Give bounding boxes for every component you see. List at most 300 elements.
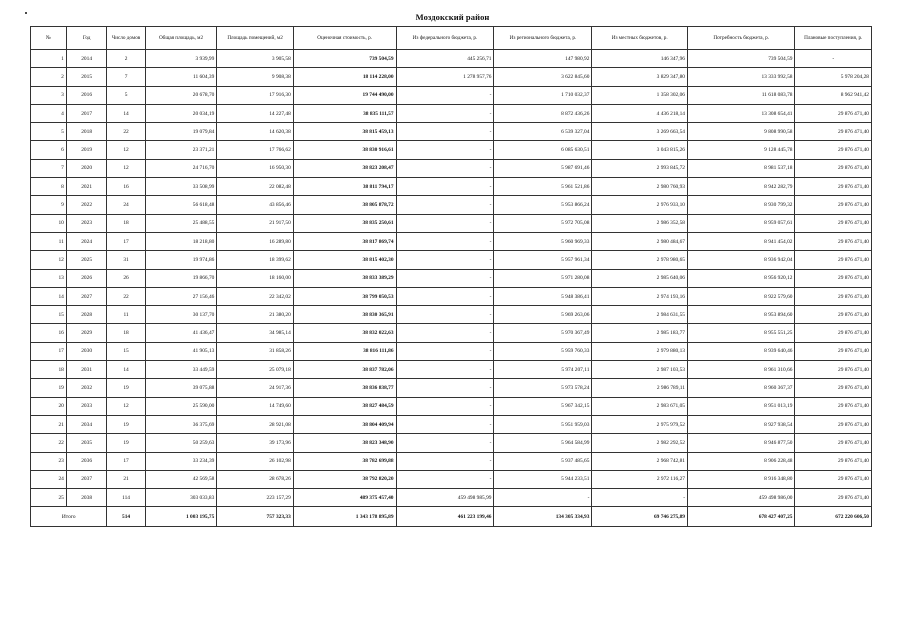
- header-col-total-area: Общая площадь, м2: [145, 27, 217, 50]
- cell-col-estimated-cost: 38 815 402,30: [293, 251, 396, 269]
- header-col-regional-budget: Из регионального бюджета, р.: [494, 27, 592, 50]
- table-row: [31, 452, 872, 470]
- cell-col-federal-budget: -: [396, 86, 494, 104]
- cell-col-regional-budget: 147 980,92: [494, 50, 592, 68]
- cell-col-estimated-cost: 38 835 111,57: [293, 104, 396, 122]
- cell-col-federal-budget: -: [396, 159, 494, 177]
- cell-col-estimated-cost: 38 817 869,74: [293, 232, 396, 250]
- cell-col-houses: 19: [107, 434, 145, 452]
- cell-col-federal-budget: -: [396, 251, 494, 269]
- cell-col-planned-income: 29 876 471,40: [795, 452, 872, 470]
- cell-col-planned-income: 29 876 471,40: [795, 489, 872, 507]
- cell-col-regional-budget: 5 960 969,33: [494, 232, 592, 250]
- cell-col-year: 2025: [66, 251, 107, 269]
- cell-col-total-area: 18 218,80: [145, 232, 217, 250]
- cell-col-total-area: 27 156,46: [145, 287, 217, 305]
- table-row: [31, 196, 872, 214]
- cell-col-premises-area: 22 342,02: [217, 287, 293, 305]
- table-row: [31, 86, 872, 104]
- cell-col-houses: 12: [107, 397, 145, 415]
- cell-col-year: 2033: [66, 397, 107, 415]
- cell-col-local-budget: 4 436 218,14: [592, 104, 688, 122]
- cell-col-local-budget: 2 974 193,16: [592, 287, 688, 305]
- cell-col-total-area: 33 508,99: [145, 178, 217, 196]
- cell-col-houses: 16: [107, 178, 145, 196]
- cell-col-estimated-cost: 18 114 228,00: [293, 68, 396, 86]
- cell-col-total-area: 19 866,70: [145, 269, 217, 287]
- cell-col-premises-area: 24 917,36: [217, 379, 293, 397]
- cell-col-number: 11: [31, 232, 67, 250]
- cell-col-houses: 22: [107, 123, 145, 141]
- cell-col-number: 4: [31, 104, 67, 122]
- cell-col-total-area: 41 436,47: [145, 324, 217, 342]
- cell-col-regional-budget: 8 872 436,26: [494, 104, 592, 122]
- cell-col-planned-income: 29 876 471,40: [795, 251, 872, 269]
- cell-col-planned-income: 5 978 204,28: [795, 68, 872, 86]
- cell-col-local-budget: 2 984 631,55: [592, 306, 688, 324]
- cell-col-local-budget: 2 993 845,72: [592, 159, 688, 177]
- cell-col-planned-income: -: [795, 50, 872, 68]
- cell-col-federal-budget: -: [396, 306, 494, 324]
- cell-col-total-area: 24 716,70: [145, 159, 217, 177]
- cell-col-federal-budget: -: [396, 379, 494, 397]
- cell-col-federal-budget: -: [396, 287, 494, 305]
- cell-col-year: 2019: [66, 141, 107, 159]
- cell-col-local-budget: 2 986 789,11: [592, 379, 688, 397]
- cell-col-houses: 18: [107, 324, 145, 342]
- cell-col-year: 2022: [66, 196, 107, 214]
- cell-col-number: 7: [31, 159, 67, 177]
- cell-col-regional-budget: 5 961 521,86: [494, 178, 592, 196]
- total-col-federal-budget: 461 223 199,46: [396, 507, 494, 527]
- cell-col-regional-budget: 5 951 959,03: [494, 415, 592, 433]
- header-col-year: Год: [66, 27, 107, 50]
- cell-col-federal-budget: -: [396, 397, 494, 415]
- cell-col-year: 2037: [66, 470, 107, 488]
- cell-col-estimated-cost: 489 375 457,40: [293, 489, 396, 507]
- cell-col-number: 17: [31, 342, 67, 360]
- cell-col-houses: 14: [107, 361, 145, 379]
- cell-col-number: 6: [31, 141, 67, 159]
- cell-col-planned-income: 29 876 471,40: [795, 342, 872, 360]
- header-col-local-budget: Из местных бюджетов, р.: [592, 27, 688, 50]
- table-row: [31, 287, 872, 305]
- cell-col-budget-need: 8 930 799,32: [687, 196, 795, 214]
- table-body: [31, 50, 872, 527]
- cell-col-year: 2026: [66, 269, 107, 287]
- page-title: Моздокский район: [415, 12, 490, 22]
- cell-col-number: 3: [31, 86, 67, 104]
- cell-col-number: 23: [31, 452, 67, 470]
- cell-col-regional-budget: 5 970 367,49: [494, 324, 592, 342]
- cell-col-premises-area: 14 749,60: [217, 397, 293, 415]
- cell-col-estimated-cost: 38 782 699,88: [293, 452, 396, 470]
- cell-col-houses: 18: [107, 214, 145, 232]
- cell-col-estimated-cost: 38 804 409,94: [293, 415, 396, 433]
- cell-col-planned-income: 29 876 471,40: [795, 379, 872, 397]
- cell-col-premises-area: 3 905,58: [217, 50, 293, 68]
- cell-col-planned-income: 29 876 471,40: [795, 324, 872, 342]
- cell-col-local-budget: 2 985 183,77: [592, 324, 688, 342]
- cell-col-number: 20: [31, 397, 67, 415]
- cell-col-estimated-cost: 739 504,59: [293, 50, 396, 68]
- cell-col-total-area: 33 234,39: [145, 452, 217, 470]
- cell-col-planned-income: 29 876 471,40: [795, 104, 872, 122]
- table-row: [31, 361, 872, 379]
- cell-col-estimated-cost: 38 827 484,59: [293, 397, 396, 415]
- cell-col-total-area: 23 371,21: [145, 141, 217, 159]
- total-label: Итого: [31, 507, 107, 527]
- cell-col-federal-budget: -: [396, 123, 494, 141]
- total-col-local-budget: 69 746 275,89: [592, 507, 688, 527]
- cell-col-regional-budget: 5 953 866,24: [494, 196, 592, 214]
- table-row: [31, 379, 872, 397]
- cell-col-houses: 22: [107, 287, 145, 305]
- cell-col-estimated-cost: 38 799 050,53: [293, 287, 396, 305]
- total-col-premises-area: 757 323,33: [217, 507, 293, 527]
- cell-col-budget-need: 8 906 228,48: [687, 452, 795, 470]
- total-col-total-area: 1 003 195,75: [145, 507, 217, 527]
- cell-col-budget-need: 8 981 537,18: [687, 159, 795, 177]
- cell-col-year: 2016: [66, 86, 107, 104]
- cell-col-premises-area: 28 921,08: [217, 415, 293, 433]
- table-header-row: [31, 27, 872, 50]
- cell-col-budget-need: 8 951 013,19: [687, 397, 795, 415]
- cell-col-houses: 15: [107, 342, 145, 360]
- cell-col-year: 2014: [66, 50, 107, 68]
- cell-col-number: 18: [31, 361, 67, 379]
- header-col-estimated-cost: Оценочная стоимость, р.: [293, 27, 396, 50]
- cell-col-estimated-cost: 38 805 878,72: [293, 196, 396, 214]
- cell-col-planned-income: 29 876 471,40: [795, 397, 872, 415]
- cell-col-local-budget: 2 985 640,06: [592, 269, 688, 287]
- cell-col-total-area: 42 569,58: [145, 470, 217, 488]
- cell-col-federal-budget: -: [396, 269, 494, 287]
- cell-col-local-budget: 2 986 352,58: [592, 214, 688, 232]
- cell-col-planned-income: 29 876 471,40: [795, 214, 872, 232]
- cell-col-premises-area: 9 908,38: [217, 68, 293, 86]
- cell-col-year: 2024: [66, 232, 107, 250]
- cell-col-premises-area: 39 173,96: [217, 434, 293, 452]
- table-row: [31, 251, 872, 269]
- cell-col-total-area: 25 488,55: [145, 214, 217, 232]
- cell-col-number: 21: [31, 415, 67, 433]
- cell-col-number: 14: [31, 287, 67, 305]
- cell-col-regional-budget: 6 539 327,04: [494, 123, 592, 141]
- cell-col-federal-budget: 1 278 957,76: [396, 68, 494, 86]
- cell-col-premises-area: 17 766,62: [217, 141, 293, 159]
- cell-col-local-budget: 1 358 302,06: [592, 86, 688, 104]
- cell-col-regional-budget: 5 973 578,24: [494, 379, 592, 397]
- cell-col-budget-need: 9 808 990,58: [687, 123, 795, 141]
- table-row: [31, 489, 872, 507]
- cell-col-total-area: 25 590,00: [145, 397, 217, 415]
- cell-col-budget-need: 459 498 986,00: [687, 489, 795, 507]
- header-col-budget-need: Потребность бюджета, р.: [687, 27, 795, 50]
- cell-col-regional-budget: 5 948 386,41: [494, 287, 592, 305]
- cell-col-federal-budget: -: [396, 178, 494, 196]
- cell-col-total-area: 50 259,63: [145, 434, 217, 452]
- cell-col-planned-income: 29 876 471,40: [795, 361, 872, 379]
- cell-col-houses: 12: [107, 159, 145, 177]
- cell-col-estimated-cost: 38 830 365,91: [293, 306, 396, 324]
- cell-col-budget-need: 8 942 282,79: [687, 178, 795, 196]
- header-col-planned-income: Плановые поступления, р.: [795, 27, 872, 50]
- cell-col-budget-need: 8 939 640,46: [687, 342, 795, 360]
- cell-col-local-budget: 2 978 980,65: [592, 251, 688, 269]
- total-col-planned-income: 672 220 606,50: [795, 507, 872, 527]
- cell-col-premises-area: 31 858,26: [217, 342, 293, 360]
- cell-col-estimated-cost: 38 837 782,06: [293, 361, 396, 379]
- cell-col-local-budget: 2 975 979,52: [592, 415, 688, 433]
- cell-col-year: 2031: [66, 361, 107, 379]
- cell-col-premises-area: 26 102,98: [217, 452, 293, 470]
- cell-col-number: 1: [31, 50, 67, 68]
- cell-col-regional-budget: 1 710 032,37: [494, 86, 592, 104]
- table-row: [31, 269, 872, 287]
- header-col-houses: Число домов: [107, 27, 145, 50]
- table-row: [31, 159, 872, 177]
- cell-col-federal-budget: -: [396, 104, 494, 122]
- cell-col-total-area: 39 075,88: [145, 379, 217, 397]
- cell-col-budget-need: 9 128 445,78: [687, 141, 795, 159]
- cell-col-federal-budget: -: [396, 470, 494, 488]
- cell-col-budget-need: 739 504,59: [687, 50, 795, 68]
- cell-col-planned-income: 8 962 941,42: [795, 86, 872, 104]
- cell-col-budget-need: 8 916 348,80: [687, 470, 795, 488]
- cell-col-total-area: 41 905,13: [145, 342, 217, 360]
- cell-col-premises-area: 14 227,48: [217, 104, 293, 122]
- cell-col-planned-income: 29 876 471,40: [795, 470, 872, 488]
- cell-col-local-budget: 2 982 292,52: [592, 434, 688, 452]
- table-row: [31, 434, 872, 452]
- cell-col-local-budget: 2 980 760,93: [592, 178, 688, 196]
- cell-col-year: 2020: [66, 159, 107, 177]
- cell-col-year: 2028: [66, 306, 107, 324]
- table-row: [31, 324, 872, 342]
- cell-col-local-budget: 2 980 484,67: [592, 232, 688, 250]
- cell-col-estimated-cost: 38 811 794,17: [293, 178, 396, 196]
- cell-col-houses: 31: [107, 251, 145, 269]
- cell-col-local-budget: 3 043 815,26: [592, 141, 688, 159]
- cell-col-budget-need: 8 922 579,60: [687, 287, 795, 305]
- cell-col-federal-budget: -: [396, 434, 494, 452]
- cell-col-year: 2036: [66, 452, 107, 470]
- cell-col-estimated-cost: 38 832 022,63: [293, 324, 396, 342]
- cell-col-federal-budget: -: [396, 415, 494, 433]
- cell-col-estimated-cost: 38 823 208,47: [293, 159, 396, 177]
- cell-col-number: 9: [31, 196, 67, 214]
- cell-col-budget-need: 8 953 894,60: [687, 306, 795, 324]
- cell-col-premises-area: 223 157,29: [217, 489, 293, 507]
- cell-col-planned-income: 29 876 471,40: [795, 178, 872, 196]
- cell-col-budget-need: 11 618 083,78: [687, 86, 795, 104]
- cell-col-local-budget: 3 269 663,54: [592, 123, 688, 141]
- cell-col-total-area: 11 604,39: [145, 68, 217, 86]
- cell-col-regional-budget: 5 969 263,06: [494, 306, 592, 324]
- cell-col-premises-area: 14 620,38: [217, 123, 293, 141]
- cell-col-year: 2038: [66, 489, 107, 507]
- cell-col-regional-budget: 5 937 485,65: [494, 452, 592, 470]
- cell-col-regional-budget: 5 957 961,34: [494, 251, 592, 269]
- cell-col-houses: 11: [107, 306, 145, 324]
- cell-col-year: 2034: [66, 415, 107, 433]
- cell-col-budget-need: 8 959 057,61: [687, 214, 795, 232]
- cell-col-number: 13: [31, 269, 67, 287]
- table-row: [31, 123, 872, 141]
- cell-col-planned-income: 29 876 471,40: [795, 434, 872, 452]
- cell-col-federal-budget: 445 256,71: [396, 50, 494, 68]
- cell-col-regional-budget: 5 987 691,46: [494, 159, 592, 177]
- cell-col-estimated-cost: 38 830 916,61: [293, 141, 396, 159]
- cell-col-houses: 19: [107, 415, 145, 433]
- total-col-estimated-cost: 1 343 178 895,89: [293, 507, 396, 527]
- cell-col-total-area: 56 618,48: [145, 196, 217, 214]
- cell-col-estimated-cost: 38 836 838,77: [293, 379, 396, 397]
- cell-col-houses: 21: [107, 470, 145, 488]
- table-row: [31, 50, 872, 68]
- cell-col-planned-income: 29 876 471,40: [795, 141, 872, 159]
- table-row: [31, 397, 872, 415]
- cell-col-premises-area: 18 160,00: [217, 269, 293, 287]
- cell-col-federal-budget: -: [396, 232, 494, 250]
- cell-col-budget-need: 8 936 942,04: [687, 251, 795, 269]
- cell-col-premises-area: 21 380,20: [217, 306, 293, 324]
- cell-col-premises-area: 34 985,14: [217, 324, 293, 342]
- cell-col-year: 2027: [66, 287, 107, 305]
- cell-col-planned-income: 29 876 471,40: [795, 415, 872, 433]
- cell-col-total-area: 3 939,99: [145, 50, 217, 68]
- cell-col-planned-income: 29 876 471,40: [795, 287, 872, 305]
- cell-col-year: 2032: [66, 379, 107, 397]
- cell-col-local-budget: 2 976 933,10: [592, 196, 688, 214]
- cell-col-estimated-cost: 38 816 111,86: [293, 342, 396, 360]
- cell-col-regional-budget: 3 622 845,60: [494, 68, 592, 86]
- cell-col-year: 2015: [66, 68, 107, 86]
- cell-col-number: 19: [31, 379, 67, 397]
- table-row: [31, 306, 872, 324]
- total-col-houses: 514: [107, 507, 145, 527]
- cell-col-year: 2023: [66, 214, 107, 232]
- cell-col-local-budget: 2 972 116,27: [592, 470, 688, 488]
- cell-col-budget-need: 8 955 551,25: [687, 324, 795, 342]
- table-row: [31, 141, 872, 159]
- cell-col-planned-income: 29 876 471,40: [795, 159, 872, 177]
- cell-col-estimated-cost: 38 823 348,90: [293, 434, 396, 452]
- cell-col-number: 12: [31, 251, 67, 269]
- table-row: [31, 232, 872, 250]
- cell-col-year: 2035: [66, 434, 107, 452]
- cell-col-budget-need: 8 946 877,50: [687, 434, 795, 452]
- cell-col-estimated-cost: 38 815 459,13: [293, 123, 396, 141]
- cell-col-year: 2017: [66, 104, 107, 122]
- cell-col-federal-budget: -: [396, 196, 494, 214]
- cell-col-planned-income: 29 876 471,40: [795, 196, 872, 214]
- cell-col-federal-budget: -: [396, 214, 494, 232]
- cell-col-houses: 26: [107, 269, 145, 287]
- cell-col-budget-need: 8 961 310,66: [687, 361, 795, 379]
- table-row: [31, 178, 872, 196]
- cell-col-estimated-cost: 38 792 820,20: [293, 470, 396, 488]
- cell-col-total-area: 19 079,84: [145, 123, 217, 141]
- table-row: [31, 68, 872, 86]
- cell-col-regional-budget: 5 967 342,15: [494, 397, 592, 415]
- cell-col-year: 2018: [66, 123, 107, 141]
- cell-col-budget-need: 8 941 454,02: [687, 232, 795, 250]
- cell-col-local-budget: 146 347,96: [592, 50, 688, 68]
- cell-col-premises-area: 21 917,50: [217, 214, 293, 232]
- cell-col-year: 2030: [66, 342, 107, 360]
- cell-col-estimated-cost: 38 835 250,61: [293, 214, 396, 232]
- cell-col-houses: 7: [107, 68, 145, 86]
- cell-col-regional-budget: 5 959 760,33: [494, 342, 592, 360]
- cell-col-local-budget: 2 987 103,53: [592, 361, 688, 379]
- cell-col-budget-need: 13 308 654,41: [687, 104, 795, 122]
- cell-col-federal-budget: -: [396, 342, 494, 360]
- cell-col-premises-area: 22 082,48: [217, 178, 293, 196]
- cell-col-regional-budget: 5 964 584,99: [494, 434, 592, 452]
- cell-col-houses: 114: [107, 489, 145, 507]
- cell-col-local-budget: 2 968 742,81: [592, 452, 688, 470]
- cell-col-local-budget: -: [592, 489, 688, 507]
- cell-col-premises-area: 28 678,26: [217, 470, 293, 488]
- header-col-number: №: [31, 27, 67, 50]
- cell-col-number: 16: [31, 324, 67, 342]
- cell-col-federal-budget: -: [396, 324, 494, 342]
- budget-table: [30, 26, 872, 527]
- cell-col-number: 22: [31, 434, 67, 452]
- cell-col-federal-budget: -: [396, 361, 494, 379]
- table-row: [31, 470, 872, 488]
- cell-col-regional-budget: 5 971 280,08: [494, 269, 592, 287]
- cell-col-houses: 2: [107, 50, 145, 68]
- table-row: [31, 415, 872, 433]
- cell-col-budget-need: 13 333 992,58: [687, 68, 795, 86]
- cell-col-local-budget: 2 979 880,13: [592, 342, 688, 360]
- cell-col-houses: 14: [107, 104, 145, 122]
- cell-col-regional-budget: 5 974 207,11: [494, 361, 592, 379]
- cell-col-planned-income: 29 876 471,40: [795, 123, 872, 141]
- cell-col-number: 15: [31, 306, 67, 324]
- header-col-federal-budget: Из федерального бюджета, р.: [396, 27, 494, 50]
- cell-col-number: 25: [31, 489, 67, 507]
- cell-col-year: 2029: [66, 324, 107, 342]
- cell-col-total-area: 30 137,70: [145, 306, 217, 324]
- header-col-premises-area: Площадь помещений, м2: [217, 27, 293, 50]
- cell-col-premises-area: 17 916,30: [217, 86, 293, 104]
- cell-col-premises-area: 16 289,80: [217, 232, 293, 250]
- cell-col-total-area: 33 449,59: [145, 361, 217, 379]
- cell-col-number: 24: [31, 470, 67, 488]
- cell-col-number: 5: [31, 123, 67, 141]
- cell-col-premises-area: 18 399,62: [217, 251, 293, 269]
- cell-col-houses: 17: [107, 232, 145, 250]
- table-row: [31, 104, 872, 122]
- cell-col-houses: 12: [107, 141, 145, 159]
- cell-col-number: 2: [31, 68, 67, 86]
- cell-col-local-budget: 3 829 347,80: [592, 68, 688, 86]
- cell-col-houses: 5: [107, 86, 145, 104]
- cell-col-estimated-cost: 19 744 490,00: [293, 86, 396, 104]
- cell-col-premises-area: 16 950,30: [217, 159, 293, 177]
- cell-col-federal-budget: -: [396, 452, 494, 470]
- cell-col-regional-budget: 5 944 233,51: [494, 470, 592, 488]
- cell-col-budget-need: 8 956 920,12: [687, 269, 795, 287]
- cell-col-number: 10: [31, 214, 67, 232]
- total-row: [31, 507, 872, 527]
- table-row: [31, 214, 872, 232]
- cell-col-planned-income: 29 876 471,40: [795, 269, 872, 287]
